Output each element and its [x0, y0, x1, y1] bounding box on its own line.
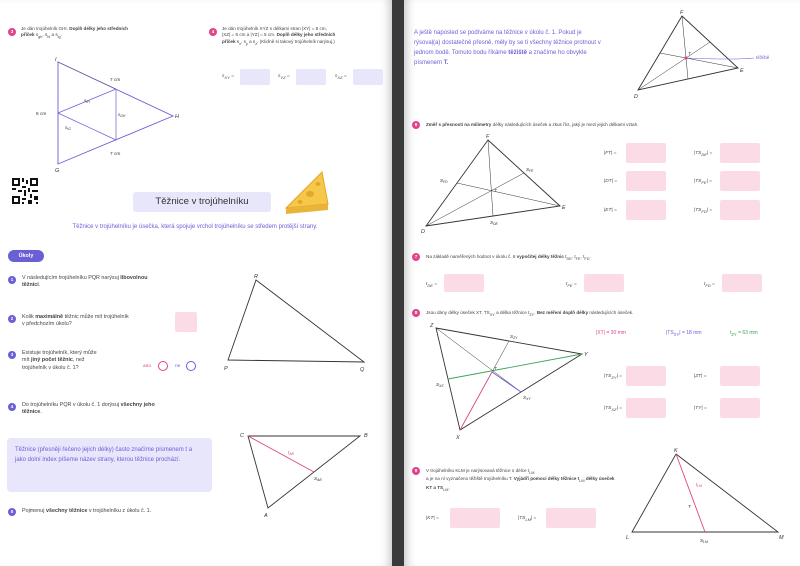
- vertex-k: K: [674, 448, 678, 454]
- vertex-d-top: D: [634, 94, 638, 100]
- q9-ts-box[interactable]: [546, 508, 596, 528]
- q7-answer-fe[interactable]: [584, 274, 624, 292]
- task4-label-xz: $s_{XZ}$ =: [335, 74, 347, 80]
- q6-row1-right-box[interactable]: [720, 143, 760, 163]
- q9-kt-label: |KT| =: [426, 516, 439, 521]
- side-gh-length: 7 cm: [110, 152, 121, 157]
- vertex-a: A: [264, 513, 268, 519]
- vertex-y: Y: [584, 352, 588, 358]
- q9-ts-label: $|TS_{LM}|$ =: [518, 516, 537, 522]
- vertex-m: M: [779, 535, 784, 541]
- q6-row2-right-label: $|TS_{FE}|$ =: [694, 179, 712, 185]
- q6-text: Změř s přesností na milimetry délky následujících úseček a zkus říct, jaký je mezi jejich délkami vztah.: [426, 122, 639, 127]
- q1-text: V následujícím trojúhelníku PQR narýsuj libovolnou těžnici.: [22, 275, 148, 289]
- midpoint-ab-label: $S_{AB}$: [314, 476, 322, 482]
- vertex-d: D: [421, 229, 425, 234]
- vertex-x: X: [456, 435, 460, 441]
- midpoint-fe-label: $S_{FE}$: [526, 167, 534, 173]
- q8-text: Jsou dány délky úseček XT, $TS_{XY}$ a délka těžnice $t_{ZY}$. Bez měření doplň délky následujících úseček.: [426, 310, 634, 317]
- q6-row1-right-label: $|TS_{DE}|$ =: [694, 151, 713, 157]
- midpoint-zy-label: $S_{ZY}$: [510, 334, 518, 340]
- q2-number: 2: [8, 315, 16, 323]
- q6-row3-left-label: |ET| =: [604, 208, 617, 213]
- task4-answer-yz[interactable]: [296, 69, 326, 85]
- task3-number: 3: [8, 28, 16, 36]
- q6-row3-right-box[interactable]: [720, 200, 760, 220]
- midline-ih-label: $s_{IH}$: [84, 98, 90, 104]
- centroid-t-xyz: T: [494, 366, 497, 371]
- task4-text: Je dán trojúhelník XYZ s délkami stran |XY| = 8 cm, |XZ| = 6 cm a |YZ| = 5 cm. Doplň délky jeho středních příček $s_x$, $s_y$ a $s_z$. (Kliďně si takový trojúhelník narýsuj.): [222, 26, 336, 46]
- q5-text: Pojmenuj všechny těžnice v trojúhelníku z úkolu č. 1.: [22, 508, 152, 514]
- q7-text: Na základě naměřených hodnot v úkolu č. 6 vypočítej délky těžnic $t_{DE}$, $t_{FE}$, $t_{FD}$.: [426, 254, 591, 261]
- midpoint-de-label: $S_{DE}$: [490, 220, 498, 226]
- median-ab-label: $t_{AB}$: [288, 450, 294, 456]
- triangle-fed-centroid: [626, 8, 796, 108]
- q7-number: 7: [412, 253, 420, 261]
- median-lm-label: $t_{LM}$: [696, 482, 702, 488]
- task4-answer-xy[interactable]: [240, 69, 270, 85]
- section-title: Těžnice v trojúhelníku: [133, 192, 271, 212]
- cheese-icon: [282, 166, 332, 216]
- midpoint-xz-label: $S_{XZ}$: [436, 382, 444, 388]
- task4-label-xy: $s_{XY}$ =: [222, 74, 234, 80]
- q3-number: 3: [8, 351, 16, 359]
- side-ih-length: 7 cm: [110, 78, 121, 83]
- vertex-h: H: [175, 114, 179, 120]
- triangle-klm: [624, 446, 794, 546]
- q8-row1-right-label: |ZT| =: [694, 374, 707, 379]
- q8-row2-right-box[interactable]: [720, 398, 760, 418]
- triangle-abc: [234, 428, 374, 522]
- midpoint-xy-label: $S_{XY}$: [523, 395, 531, 401]
- vertex-q: Q: [360, 367, 365, 373]
- q7-label-de: $t_{DE}$ =: [426, 282, 438, 288]
- q8-row2-left-box[interactable]: [626, 398, 666, 418]
- note-box: Těžnice (přesněji řečeno jejich délky) často značíme písmenem t a jako dolní index píšeme název strany, kterou těžnice prochází.: [7, 438, 212, 492]
- q8-row2-left-label: $|TS_{XZ}|$ =: [604, 406, 622, 412]
- centroid-t-klm: T: [688, 504, 691, 509]
- task4-label-yz: $s_{YZ}$ =: [278, 74, 290, 80]
- q8-row1-right-box[interactable]: [720, 366, 760, 386]
- centroid-t: T: [494, 188, 497, 193]
- q8-given-xt: |XT| = 30 mm: [596, 330, 626, 336]
- section-definition: Těžnice v trojúhelníku je úsečka, která spojuje vrchol trojúhelníku se středem protější strany.: [72, 224, 318, 230]
- q6-number: 6: [412, 121, 420, 129]
- vertex-i: I: [55, 57, 57, 63]
- vertex-l: L: [626, 535, 630, 541]
- tasks-badge: Úkoly: [8, 250, 44, 262]
- q6-row2-right-box[interactable]: [720, 171, 760, 191]
- vertex-g: G: [55, 168, 60, 174]
- q3-ne-label: ne: [175, 364, 181, 369]
- q6-row3-left-box[interactable]: [626, 200, 666, 220]
- right-page: [404, 0, 800, 566]
- centroid-label: těžiště: [756, 55, 770, 60]
- q9-text: V trojúhelníku KLM je narýsovaná těžnice o délce $t_{LM}$ a je na ní vyznačeno těžiště trojúhelníku T. Vyjádři pomocí délky těžnice $t_{LM}$ délky úseček KT a $TS_{LM}$.: [426, 468, 615, 492]
- q8-row2-right-label: |TY| =: [694, 406, 707, 411]
- q2-text: Kolik maximálně těžnic může mít trojúhelník v předchozím úkolu?: [22, 314, 129, 328]
- vertex-f: F: [486, 134, 490, 140]
- q7-answer-fd[interactable]: [722, 274, 762, 292]
- vertex-r: R: [254, 274, 258, 280]
- task4-answer-xz[interactable]: [353, 69, 383, 85]
- centroid-intro: A ještě naposled se podíváme na těžnice v úkolu č. 1. Pokud je rýsovaļ(a) dostatečně přesně, měly by se ti všechny těžnice protnout v jednom bodě. Tomuto bodu říkáme těžiště a značíme ho obvykle písmenem T.: [414, 30, 601, 66]
- vertex-c: C: [240, 433, 244, 439]
- triangle-pqr: [222, 272, 382, 376]
- q6-row2-left-label: |DT| =: [604, 179, 618, 184]
- q2-answer-box[interactable]: [175, 312, 197, 332]
- midline-ig-label: $s_{IG}$: [65, 125, 71, 131]
- task4-number: 4: [209, 28, 217, 36]
- side-ig-length: 6 cm: [36, 112, 47, 117]
- q9-number: 9: [412, 467, 420, 475]
- midpoint-lm-label: $S_{LM}$: [700, 538, 708, 544]
- q9-kt-box[interactable]: [450, 508, 500, 528]
- q8-given-ts: $|TS_{XY}| = 18$ mm: [666, 330, 702, 337]
- q8-given-t: $t_{ZY} = 63$ mm: [730, 330, 758, 337]
- q3-ne-radio[interactable]: [186, 361, 196, 371]
- q4-number: 4: [8, 403, 16, 411]
- q7-answer-de[interactable]: [444, 274, 484, 292]
- q1-number: 1: [8, 276, 16, 284]
- q7-label-fd: $t_{FD}$ =: [704, 282, 715, 288]
- vertex-f-top: F: [680, 10, 684, 16]
- q3-ano-label: ano: [143, 364, 152, 369]
- q4-text: Do trojúhelníku PQR v úkolu č. 1 dorýsuj všechny jeho těžnice.: [22, 402, 155, 416]
- task3-text: Je dán trojúhelník GHI. Doplň délky jeho středních příček $s_{gh}$, $s_{hi}$ a $s_{ig}$.: [21, 26, 128, 40]
- q8-row1-left-box[interactable]: [626, 366, 666, 386]
- vertex-e-top: E: [740, 68, 744, 74]
- midline-gh-label: $s_{GH}$: [118, 112, 126, 118]
- vertex-b: B: [364, 433, 368, 439]
- triangle-ghi: [28, 56, 188, 176]
- vertex-e: E: [562, 205, 566, 211]
- q6-row1-left-label: |FT| =: [604, 151, 617, 156]
- q8-number: 8: [412, 309, 420, 317]
- q6-row2-left-box[interactable]: [626, 171, 666, 191]
- q8-row1-left-label: $|TS_{ZY}|$ =: [604, 374, 622, 380]
- q6-row1-left-box[interactable]: [626, 143, 666, 163]
- q7-label-fe: $t_{FE}$ =: [566, 282, 577, 288]
- q3-ano-radio[interactable]: [158, 361, 168, 371]
- centroid-t-top: T: [688, 51, 691, 56]
- qr-code-icon[interactable]: [12, 178, 38, 204]
- q3-text: Existuje trojúhelník, který může mít jiný počet těžnic, než trojúhelník v úkolu č. 1?: [22, 350, 97, 371]
- midpoint-fd-label: $S_{FD}$: [440, 178, 448, 184]
- vertex-z: Z: [430, 323, 434, 329]
- vertex-p: P: [224, 366, 228, 372]
- triangle-fed: [416, 134, 576, 234]
- triangle-xyz: [426, 320, 596, 442]
- q5-number: 5: [8, 508, 16, 516]
- q6-row3-right-label: $|TS_{FD}|$ =: [694, 208, 713, 214]
- left-page: [0, 0, 392, 566]
